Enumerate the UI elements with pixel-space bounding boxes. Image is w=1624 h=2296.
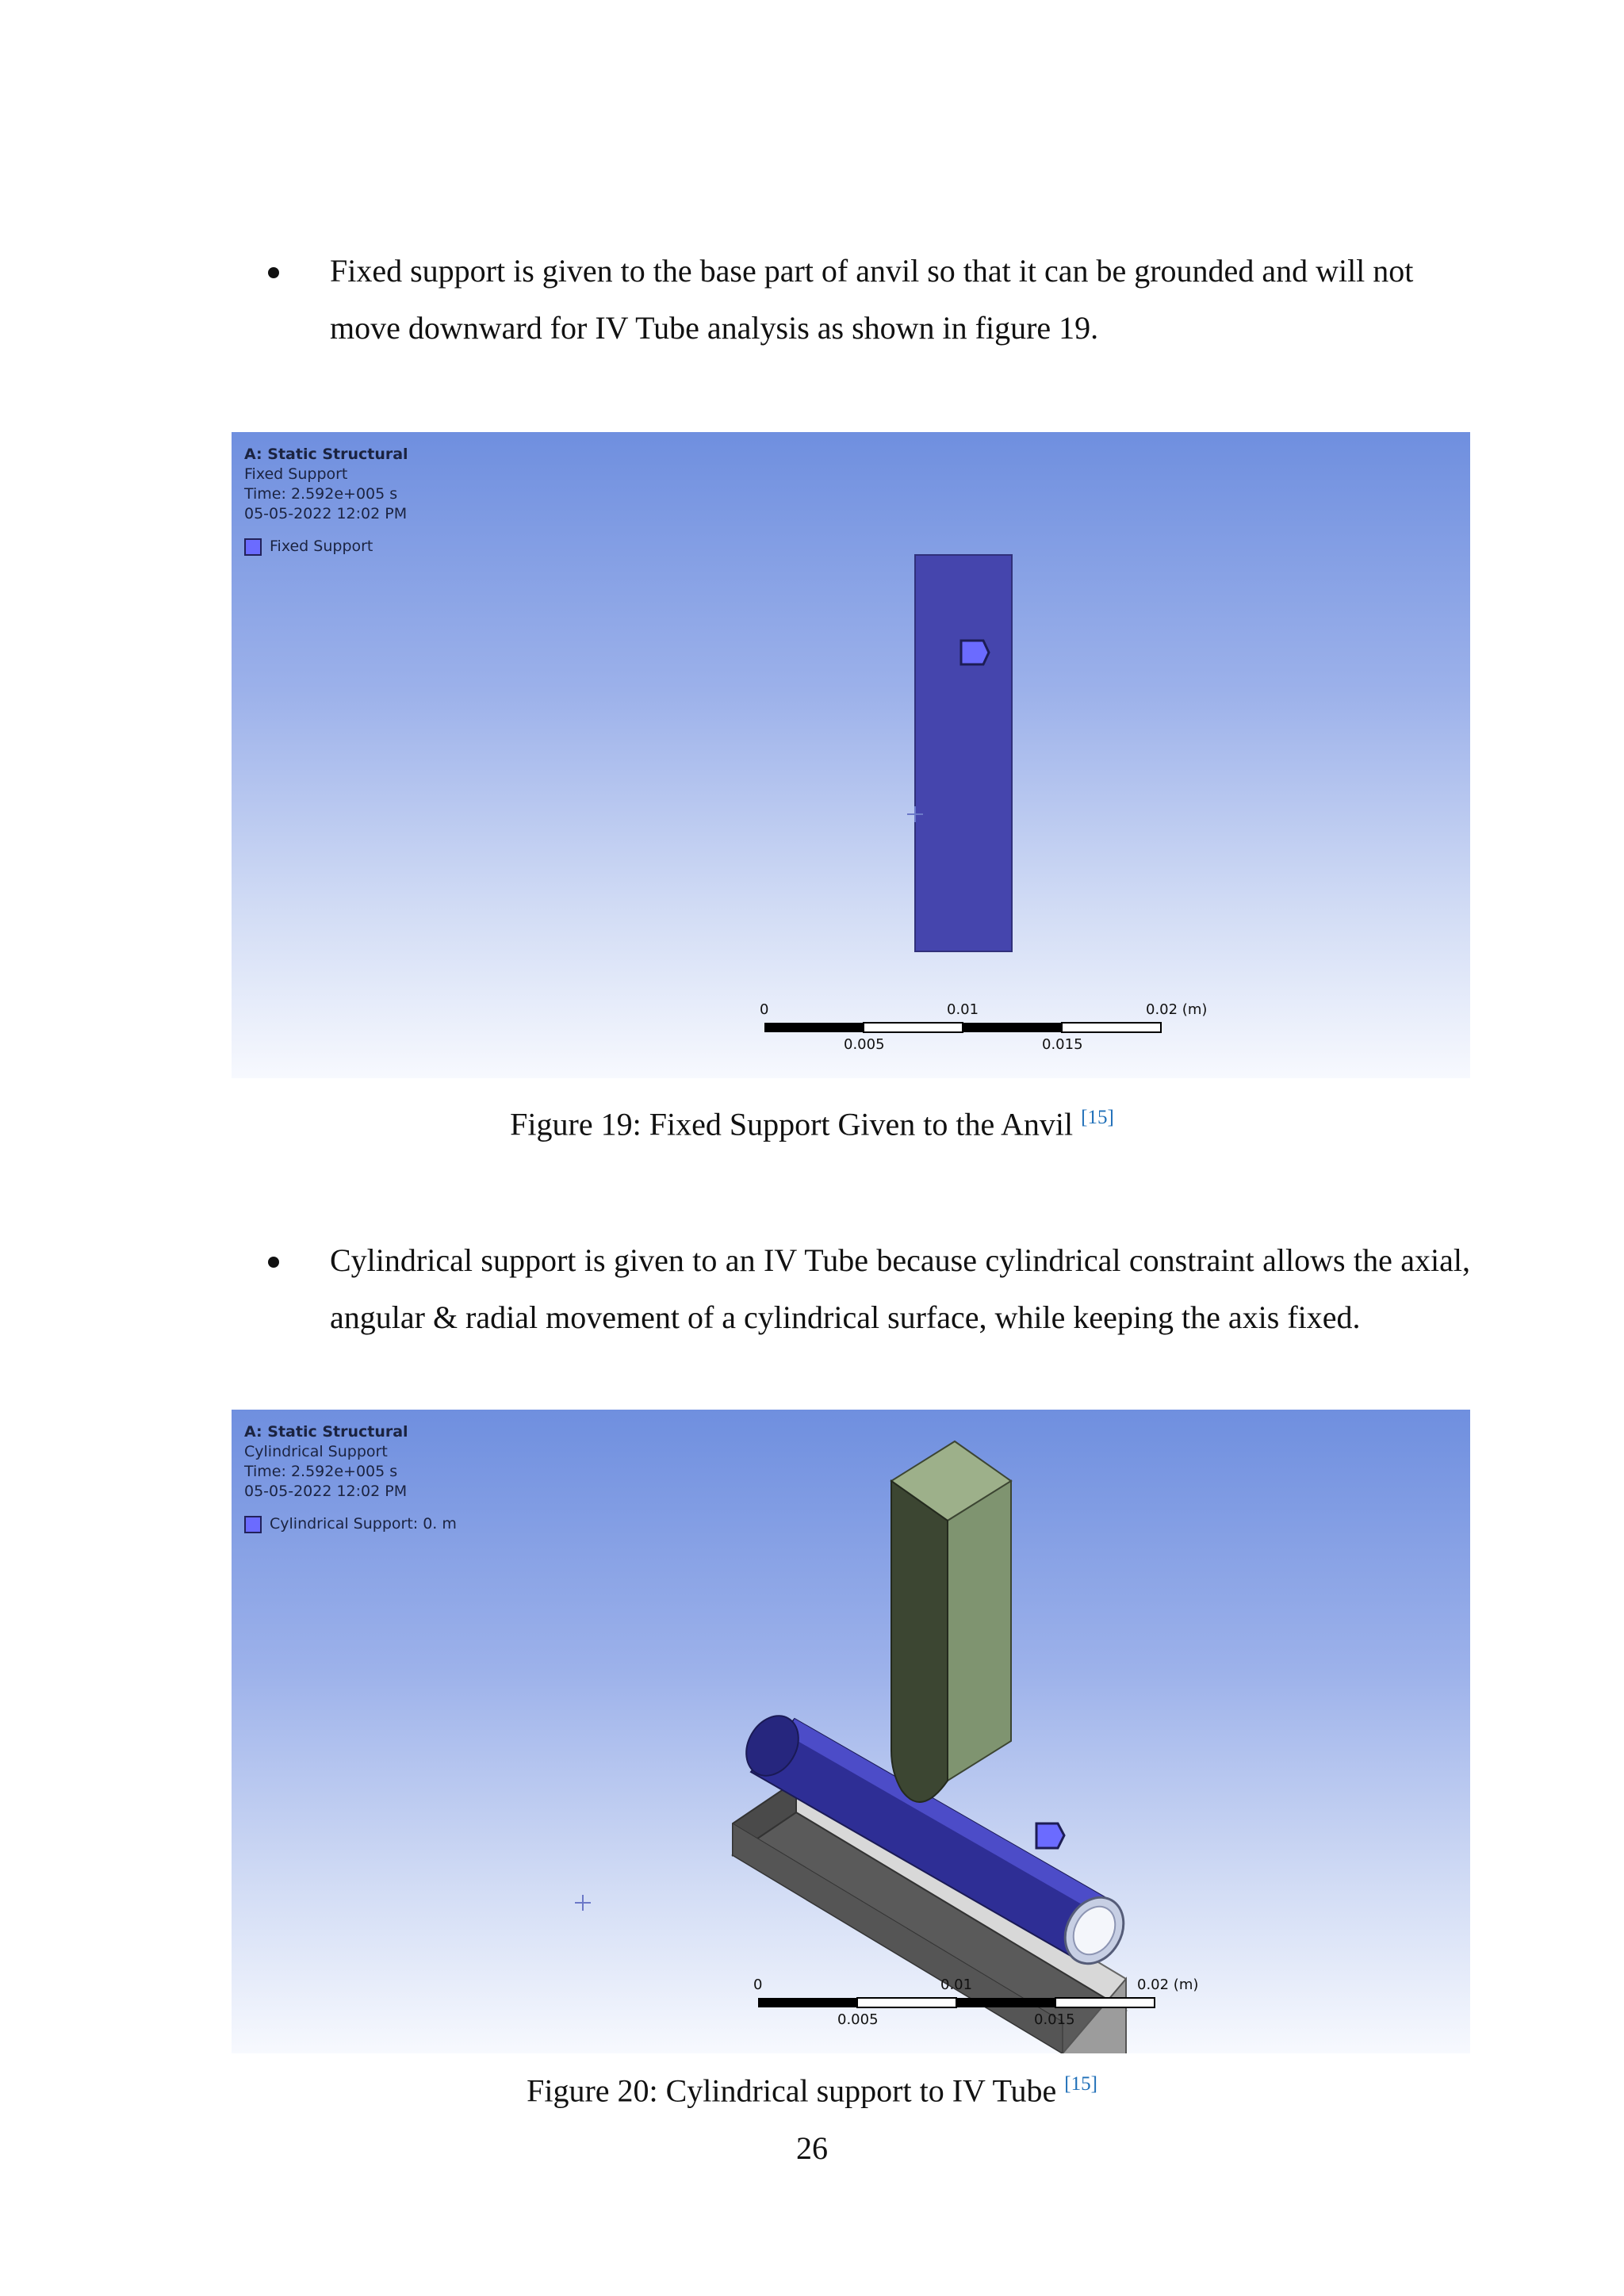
figure-20-viewport [232, 1410, 1470, 2053]
scale-tick-0-015: 0.015 [1042, 1036, 1083, 1053]
citation-link[interactable]: [15] [1081, 1107, 1114, 1128]
scale-tick-0-015: 0.015 [1034, 2011, 1075, 2028]
analysis-title: A: Static Structural [244, 1423, 408, 1441]
figure-20-caption [0, 2065, 1624, 2110]
scale-tick-0: 0 [753, 1976, 763, 1993]
bullet-icon [268, 267, 279, 278]
support-marker-icon [961, 641, 989, 664]
scale-tick-0-01: 0.01 [947, 1001, 979, 1018]
analysis-date: 05-05-2022 12:02 PM [244, 1483, 408, 1500]
analysis-title: A: Static Structural [244, 446, 408, 463]
scale-tick-0-005: 0.005 [844, 1036, 885, 1053]
punch-side-face [948, 1481, 1011, 1781]
analysis-time: Time: 2.592e+005 s [244, 1463, 398, 1480]
figure-19-caption [0, 1099, 1624, 1143]
legend-label: Cylindrical Support: 0. m [270, 1515, 457, 1533]
analysis-date: 05-05-2022 12:02 PM [244, 505, 408, 522]
analysis-subtitle: Cylindrical Support [244, 1443, 388, 1460]
page-number: 26 [796, 2130, 828, 2166]
scale-tick-0: 0 [760, 1001, 769, 1018]
paragraph-text: Cylindrical support is given to an IV Tube because cylindrical constraint allows the axial, angular & radial movement of a cylindrical surface, while keeping the axis fixed. [330, 1242, 1470, 1335]
paragraph-text: Fixed support is given to the base part of anvil so that it can be grounded and will not move downward for IV Tube analysis as shown in figure 19. [330, 253, 1414, 346]
figure-19-viewport [232, 432, 1470, 1078]
caption-text: Figure 19: Fixed Support Given to the Anvil [510, 1106, 1074, 1142]
scale-bar [758, 1998, 857, 2007]
punch-front-face [891, 1481, 948, 1802]
caption-text: Figure 20: Cylindrical support to IV Tube [527, 2072, 1057, 2109]
citation-link[interactable]: [15] [1064, 2073, 1097, 2095]
scale-tick-0-005: 0.005 [837, 2011, 879, 2028]
analysis-subtitle: Fixed Support [244, 465, 348, 483]
scale-tick-0-01: 0.01 [940, 1976, 973, 1993]
scale-bar [764, 1023, 864, 1032]
figure-19-graphics [232, 432, 1470, 1078]
scale-tick-0-02: 0.02 (m) [1137, 1976, 1199, 1993]
scale-tick-0-02: 0.02 (m) [1146, 1001, 1208, 1018]
analysis-time: Time: 2.592e+005 s [244, 485, 398, 503]
anvil-base-block [915, 555, 1012, 951]
bullet-icon [268, 1257, 279, 1268]
figure-20-graphics [232, 1410, 1470, 2053]
support-marker-icon [1036, 1823, 1064, 1848]
legend-label: Fixed Support [270, 538, 373, 555]
